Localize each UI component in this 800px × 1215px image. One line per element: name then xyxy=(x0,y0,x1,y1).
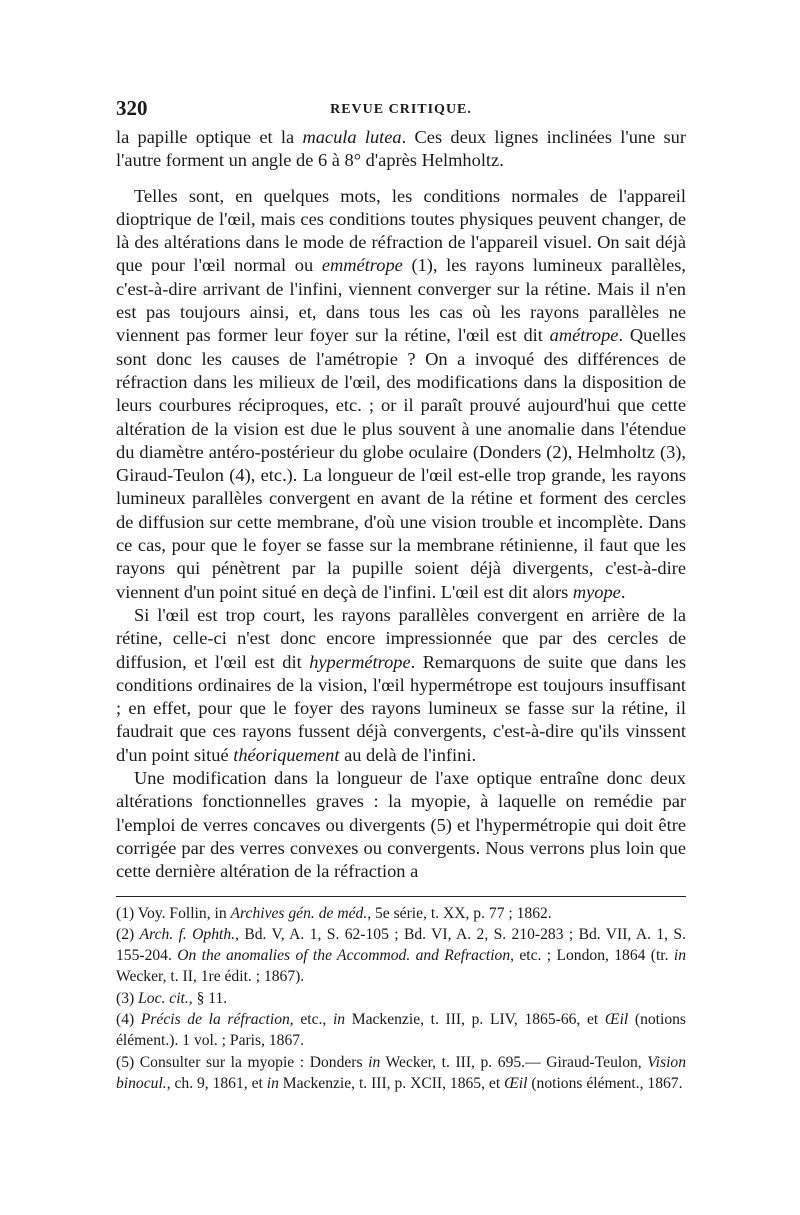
text-run: (2) xyxy=(116,925,140,943)
text-run: (3) xyxy=(116,989,139,1007)
text-run: Mackenzie, t. III, p. XCII, 1865, et xyxy=(278,1074,505,1092)
italic-text: in xyxy=(266,1074,279,1092)
text-run: au delà de l'infini. xyxy=(339,744,477,765)
italic-text: in xyxy=(673,947,686,965)
paragraph-1 xyxy=(116,126,686,173)
italic-text: amétrope xyxy=(549,325,619,346)
text-run: . Remarquons de suite que dans les conditions ordinaires de la vision, l'œil hypermétrope est toujours insuffisant ; en effet, pour que le foyer des rayons lumineux se fasse sur la rétine, il faudrait que ces rayons fussent déjà convergents, c'est-à-dire qu'ils vinssent d'un point situé xyxy=(116,651,686,765)
italic-text: Vision binocul. xyxy=(116,1053,686,1092)
text-run: (5) Consulter sur la myopie : Donders xyxy=(116,1053,369,1071)
text-run: , etc. ; London, 1864 (tr. xyxy=(510,947,674,965)
italic-text: in xyxy=(332,1010,346,1028)
text-run: Si l'œil est trop court, les rayons parallèles convergent en arrière de la rétine, celle-ci n'est donc encore impressionnée que par des cercles de diffusion, et l'œil est dit xyxy=(116,604,686,672)
footnote-4 xyxy=(116,1009,686,1052)
running-head: REVUE CRITIQUE. xyxy=(330,102,472,117)
text-run: Wecker, t. II, 1re édit. ; 1867). xyxy=(116,968,305,986)
italic-text: emmétrope xyxy=(321,255,403,276)
book-page xyxy=(116,96,686,1094)
italic-text: hypermétrope xyxy=(309,651,411,672)
page-number: 320 xyxy=(116,96,148,120)
footnote-2 xyxy=(116,924,686,988)
italic-text: Loc. cit. xyxy=(138,989,189,1007)
text-run: Mackenzie, t. III, p. LIV, 1865-66, et xyxy=(345,1010,605,1028)
text-run: , Bd. V, A. 1, S. 62-105 ; Bd. VI, A. 2, S. 210-283 ; Bd. VII, A. 1, S. 155-204. xyxy=(116,925,686,965)
text-run: , ch. 9, 1861, et xyxy=(166,1074,267,1092)
text-run: Une modification dans la longueur de l'axe optique entraîne donc deux altérations fonctionnelles graves : la myopie, à laquelle on remédie par l'emploi de verres concaves ou divergents (5) et l'hypermétropie qui doit être corrigée par des verres convexes ou convergents. Nous verrons plus loin que cette dernière altération de la réfraction a xyxy=(116,768,686,882)
body-text xyxy=(116,126,686,884)
paragraph-3 xyxy=(116,604,686,767)
text-run: , etc., xyxy=(289,1010,333,1028)
text-run: (1) Voy. Follin, in xyxy=(116,904,231,922)
text-run: . Quelles sont donc les causes de l'amétropie ? On a invoqué des différences de réfraction dans les milieux de l'œil, des modifications dans la disposition de leurs courbures réciproques, etc. ; or il paraît prouvé aujourd'hui que cette altération de la vision est due le plus souvent à une anomalie dans l'étendue du diamètre antéro-postérieur du globe oculaire (Donders (2), Helmholtz (3), Giraud-Teulon (4), etc.). La longueur de l'œil est-elle trop grande, les rayons lumineux parallèles convergent en avant de la rétine et forment des cercles de diffusion sur cette membrane, d'où une vision trouble et incomplète. Dans ce cas, pour que le foyer se fasse sur la membrane rétinienne, il faut que les rayons qui pénètrent par la pupille soient déjà divergents, c'est-à-dire viennent d'un point situé en deçà de l'infini. L'œil est dit alors xyxy=(116,325,686,602)
footnote-1 xyxy=(116,903,686,924)
italic-text: On the anomalies of the Accommod. and Refraction xyxy=(177,947,511,965)
footnotes xyxy=(116,903,686,1095)
italic-text: myope xyxy=(572,581,621,602)
italic-text: Œil xyxy=(604,1010,629,1028)
italic-text: Œil xyxy=(504,1074,528,1092)
text-run: . xyxy=(620,581,626,602)
page-header xyxy=(116,96,686,126)
text-run: (notions élément., 1867. xyxy=(527,1074,683,1092)
text-run: (notions élément.). 1 vol. ; Paris, 1867. xyxy=(116,1010,686,1050)
text-run: , 5e série, t. XX, p. 77 ; 1862. xyxy=(367,904,552,922)
text-run: Telles sont, en quelques mots, les conditions normales de l'appareil dioptrique de l'œil, mais ces conditions toutes physiques peuvent changer, de là des altérations dans le mode de réfraction de l'appareil visuel. On sait déjà que pour l'œil normal ou xyxy=(116,185,686,276)
footnote-5 xyxy=(116,1052,686,1095)
italic-text: théoriquement xyxy=(233,744,340,765)
text-run: . Ces deux lignes inclinées l'une sur l'autre forment un angle de 6 à 8° d'après Helmholtz. xyxy=(116,127,687,171)
text-run: Wecker, t. III, p. 695.— Giraud-Teulon, xyxy=(380,1053,648,1071)
text-run: (4) xyxy=(116,1010,141,1028)
paragraph-4 xyxy=(116,767,686,883)
italic-text: in xyxy=(368,1053,381,1071)
footnote-3 xyxy=(116,988,686,1009)
text-run: la papille optique et la xyxy=(116,127,303,147)
footnote-divider xyxy=(116,896,686,897)
italic-text: Archives gén. de méd. xyxy=(230,904,368,922)
italic-text: Précis de la réfraction xyxy=(140,1010,290,1028)
italic-text: Arch. f. Ophth. xyxy=(139,925,236,943)
text-run: , § 11. xyxy=(188,989,228,1007)
italic-text: macula lutea xyxy=(302,127,402,147)
text-run: (1), les rayons lumineux parallèles, c'est-à-dire arrivant de l'infini, viennent converger sur la rétine. Mais il n'en est pas toujours ainsi, et, dans tous les cas où les rayons parallèles ne viennent pas former leur foyer sur la rétine, l'œil est dit xyxy=(116,255,686,346)
paragraph-2 xyxy=(116,185,686,604)
